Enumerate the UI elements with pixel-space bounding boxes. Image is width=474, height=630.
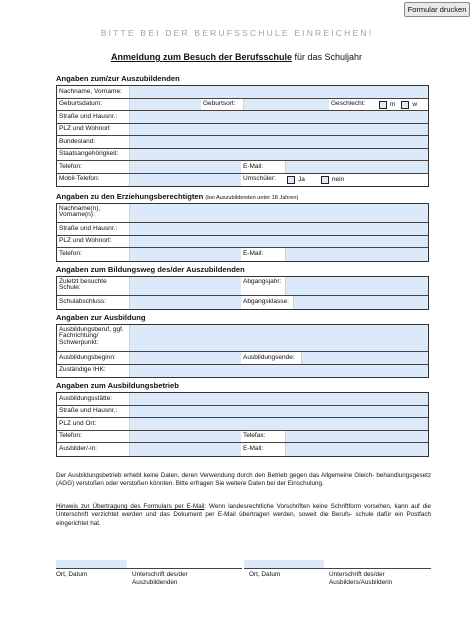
label-occupation: Ausbildungsberuf, ggf. Fachrichtung/ Schwerpunkt: <box>59 325 124 347</box>
label-company-phone: Telefon: <box>59 432 82 439</box>
guardian-city-field[interactable] <box>129 236 428 248</box>
education-school-row <box>57 277 428 296</box>
label-last-school: Zuletzt besuchte Schule: <box>59 277 107 292</box>
graduation-year-field[interactable] <box>285 277 428 295</box>
guardians-phone-row <box>57 248 428 261</box>
student-state-row <box>57 136 428 149</box>
student-nationality-row <box>57 149 428 162</box>
form-title-rest: für das Schuljahr <box>292 52 363 62</box>
student-mobile-field[interactable] <box>129 174 241 187</box>
form-title-main: Anmeldung zum Besuch der Berufsschule <box>110 52 292 62</box>
education-section <box>56 264 429 310</box>
retrainee-no-checkbox[interactable] <box>321 176 329 184</box>
label-name: Nachname, Vorname: <box>59 87 122 95</box>
guardians-city-row <box>57 236 428 249</box>
company-street-field[interactable] <box>129 406 428 418</box>
student-email-field[interactable] <box>285 161 428 173</box>
education-section-title: Angaben zum Bildungsweg des/der Auszubildenden <box>56 265 245 274</box>
birthdate-field[interactable] <box>129 99 201 111</box>
student-section-title: Angaben zum/zur Auszubildenden <box>56 74 180 83</box>
label-gender: Geschlecht: <box>331 100 366 107</box>
company-site-row <box>57 393 428 406</box>
email-hint-text: : Wenn landesrechtliche Vorschriften keine Schriftform vorsehen, kann auf die Unterschrift verzichtet werden und das Dokument per E-Mail übertragen werden, soweit die Berufs- schule dafür ein Postfach eingerichtet hat. <box>56 503 431 527</box>
label-company-city: PLZ und Ort: <box>59 419 97 427</box>
student-name-row <box>57 86 428 99</box>
guardian-street-field[interactable] <box>129 223 428 235</box>
guardians-street-row <box>57 223 428 236</box>
training-section <box>56 312 429 378</box>
company-city-row <box>57 418 428 431</box>
label-ihk: Zuständige IHK: <box>59 366 106 373</box>
gender-m-checkbox[interactable] <box>379 101 387 109</box>
place-date-label-1: Ort, Datum <box>56 571 88 578</box>
label-street: Straße und Hausnr.: <box>59 112 118 120</box>
label-training-start: Ausbildungsbeginn: <box>59 353 116 361</box>
signature-trainer-label: Unterschrift des/der Ausbilders/Ausbilderin <box>329 571 393 586</box>
label-phone: Telefon: <box>59 162 82 170</box>
grade-field[interactable] <box>293 296 428 309</box>
company-city-field[interactable] <box>129 418 428 430</box>
place-date-label-2: Ort, Datum <box>249 571 281 578</box>
label-degree: Schulabschluss: <box>59 297 106 305</box>
student-section <box>56 73 429 187</box>
label-city: PLZ und Wohnort <box>59 125 110 132</box>
gender-w-checkbox[interactable] <box>401 101 409 109</box>
occupation-field[interactable] <box>129 325 428 351</box>
student-state-field[interactable] <box>129 136 428 148</box>
label-trainer: Ausbilder/-in: <box>59 444 97 452</box>
label-guardian-names: Nachname(n), Vorname(n): <box>59 204 101 219</box>
company-section-title: Angaben zum Ausbildungsbetrieb <box>56 381 179 390</box>
guardian-names-field[interactable] <box>129 204 428 222</box>
guardian-phone-field[interactable] <box>129 248 241 261</box>
company-section <box>56 380 429 457</box>
retrainee-yes-checkbox[interactable] <box>287 176 295 184</box>
student-name-field[interactable] <box>129 86 428 98</box>
retrainee-yes-label: Ja <box>298 176 305 183</box>
company-trainer-row <box>57 443 428 456</box>
training-table <box>56 324 429 378</box>
label-birthdate: Geburtsdatum: <box>59 100 102 107</box>
student-city-row <box>57 124 428 137</box>
company-site-field[interactable] <box>129 393 428 405</box>
signature-line-2 <box>244 568 431 569</box>
company-email-field[interactable] <box>285 443 428 456</box>
label-guardian-phone: Telefon: <box>59 249 82 257</box>
label-state: Bundesland: <box>59 137 96 145</box>
student-birth-row <box>57 99 428 112</box>
label-grade: Abgangsklasse: <box>243 297 289 305</box>
student-phone-field[interactable] <box>129 161 241 173</box>
signature-line-1 <box>56 568 242 569</box>
company-phone-field[interactable] <box>129 431 241 443</box>
label-company-email: E-Mail: <box>243 444 264 452</box>
training-start-field[interactable] <box>129 352 241 364</box>
retrainee-no-label: nein <box>331 176 345 183</box>
training-end-field[interactable] <box>301 352 428 364</box>
company-phone-row <box>57 431 428 444</box>
label-graduation-year: Abgangsjahr: <box>243 277 282 285</box>
guardians-subtitle: (bei Auszubildenden unter 18 Jahren) <box>205 195 299 201</box>
birthplace-field[interactable] <box>243 99 329 111</box>
label-retrainee: Umschüler: <box>243 175 276 182</box>
trainer-field[interactable] <box>129 443 241 456</box>
ihk-field[interactable] <box>129 365 428 378</box>
guardians-title-text: Angaben zu den Erziehungsberechtigten <box>56 192 204 201</box>
training-section-title: Angaben zur Ausbildung <box>56 313 146 322</box>
email-hint-note <box>56 503 431 528</box>
label-training-end: Ausbildungsende: <box>243 353 295 361</box>
label-nationality: Staatsangehörigkeit: <box>59 150 119 157</box>
student-city-field[interactable] <box>129 124 428 136</box>
student-street-field[interactable] <box>129 111 428 123</box>
student-mobile-row <box>57 174 428 187</box>
student-phone-row <box>57 161 428 174</box>
guardians-table <box>56 203 429 262</box>
label-company-street: Straße und Hausnr.: <box>59 407 118 414</box>
label-company-fax: Telefax: <box>243 432 266 439</box>
form-title <box>0 52 474 62</box>
privacy-note: Der Ausbildungsbetrieb erhebt keine Daten, deren Verwendung durch den Betrieb gegen das Allgemeine Gleich- behandlungsgesetz (AGG) verstoßen oder verstoßen könnten. Bitte erfragen Sie weitere Daten bei der Einschulung. <box>56 472 431 488</box>
email-hint-label: Hinweis zur Übertragung des Formulars per E-Mail <box>56 503 205 510</box>
training-occupation-row <box>57 325 428 352</box>
guardian-email-field[interactable] <box>285 248 428 261</box>
label-guardian-email: E-Mail: <box>243 249 264 257</box>
degree-field[interactable] <box>129 296 241 309</box>
company-street-row <box>57 406 428 419</box>
last-school-field[interactable] <box>129 277 241 295</box>
label-guardian-street: Straße und Hausnr.: <box>59 224 118 232</box>
label-company-site: Ausbildungsstätte: <box>59 394 113 402</box>
education-table <box>56 276 429 310</box>
guardians-section-title <box>56 191 429 203</box>
label-mobile: Mobil-Telefon: <box>59 175 100 182</box>
training-dates-row <box>57 352 428 365</box>
company-table <box>56 392 429 457</box>
guardians-name-row <box>57 204 428 223</box>
guardians-section <box>56 191 429 262</box>
label-email: E-Mail: <box>243 162 264 170</box>
education-degree-row <box>57 296 428 309</box>
print-form-button[interactable]: Formular drucken <box>404 2 470 17</box>
gender-w-label: w <box>412 101 418 108</box>
label-birthplace: Geburtsort: <box>203 100 236 107</box>
training-ihk-row <box>57 365 428 378</box>
submission-notice: BITTE BEI DER BERUFSSCHULE EINREICHEN! <box>100 28 374 38</box>
student-table <box>56 85 429 187</box>
company-fax-field[interactable] <box>285 431 428 443</box>
signature-student-label: Unterschrift des/der Auszubildenden <box>132 571 188 586</box>
student-street-row <box>57 111 428 124</box>
gender-m-label: m <box>390 101 396 108</box>
label-guardian-city: PLZ und Wohnort: <box>59 237 112 244</box>
student-nationality-field[interactable] <box>129 149 428 161</box>
